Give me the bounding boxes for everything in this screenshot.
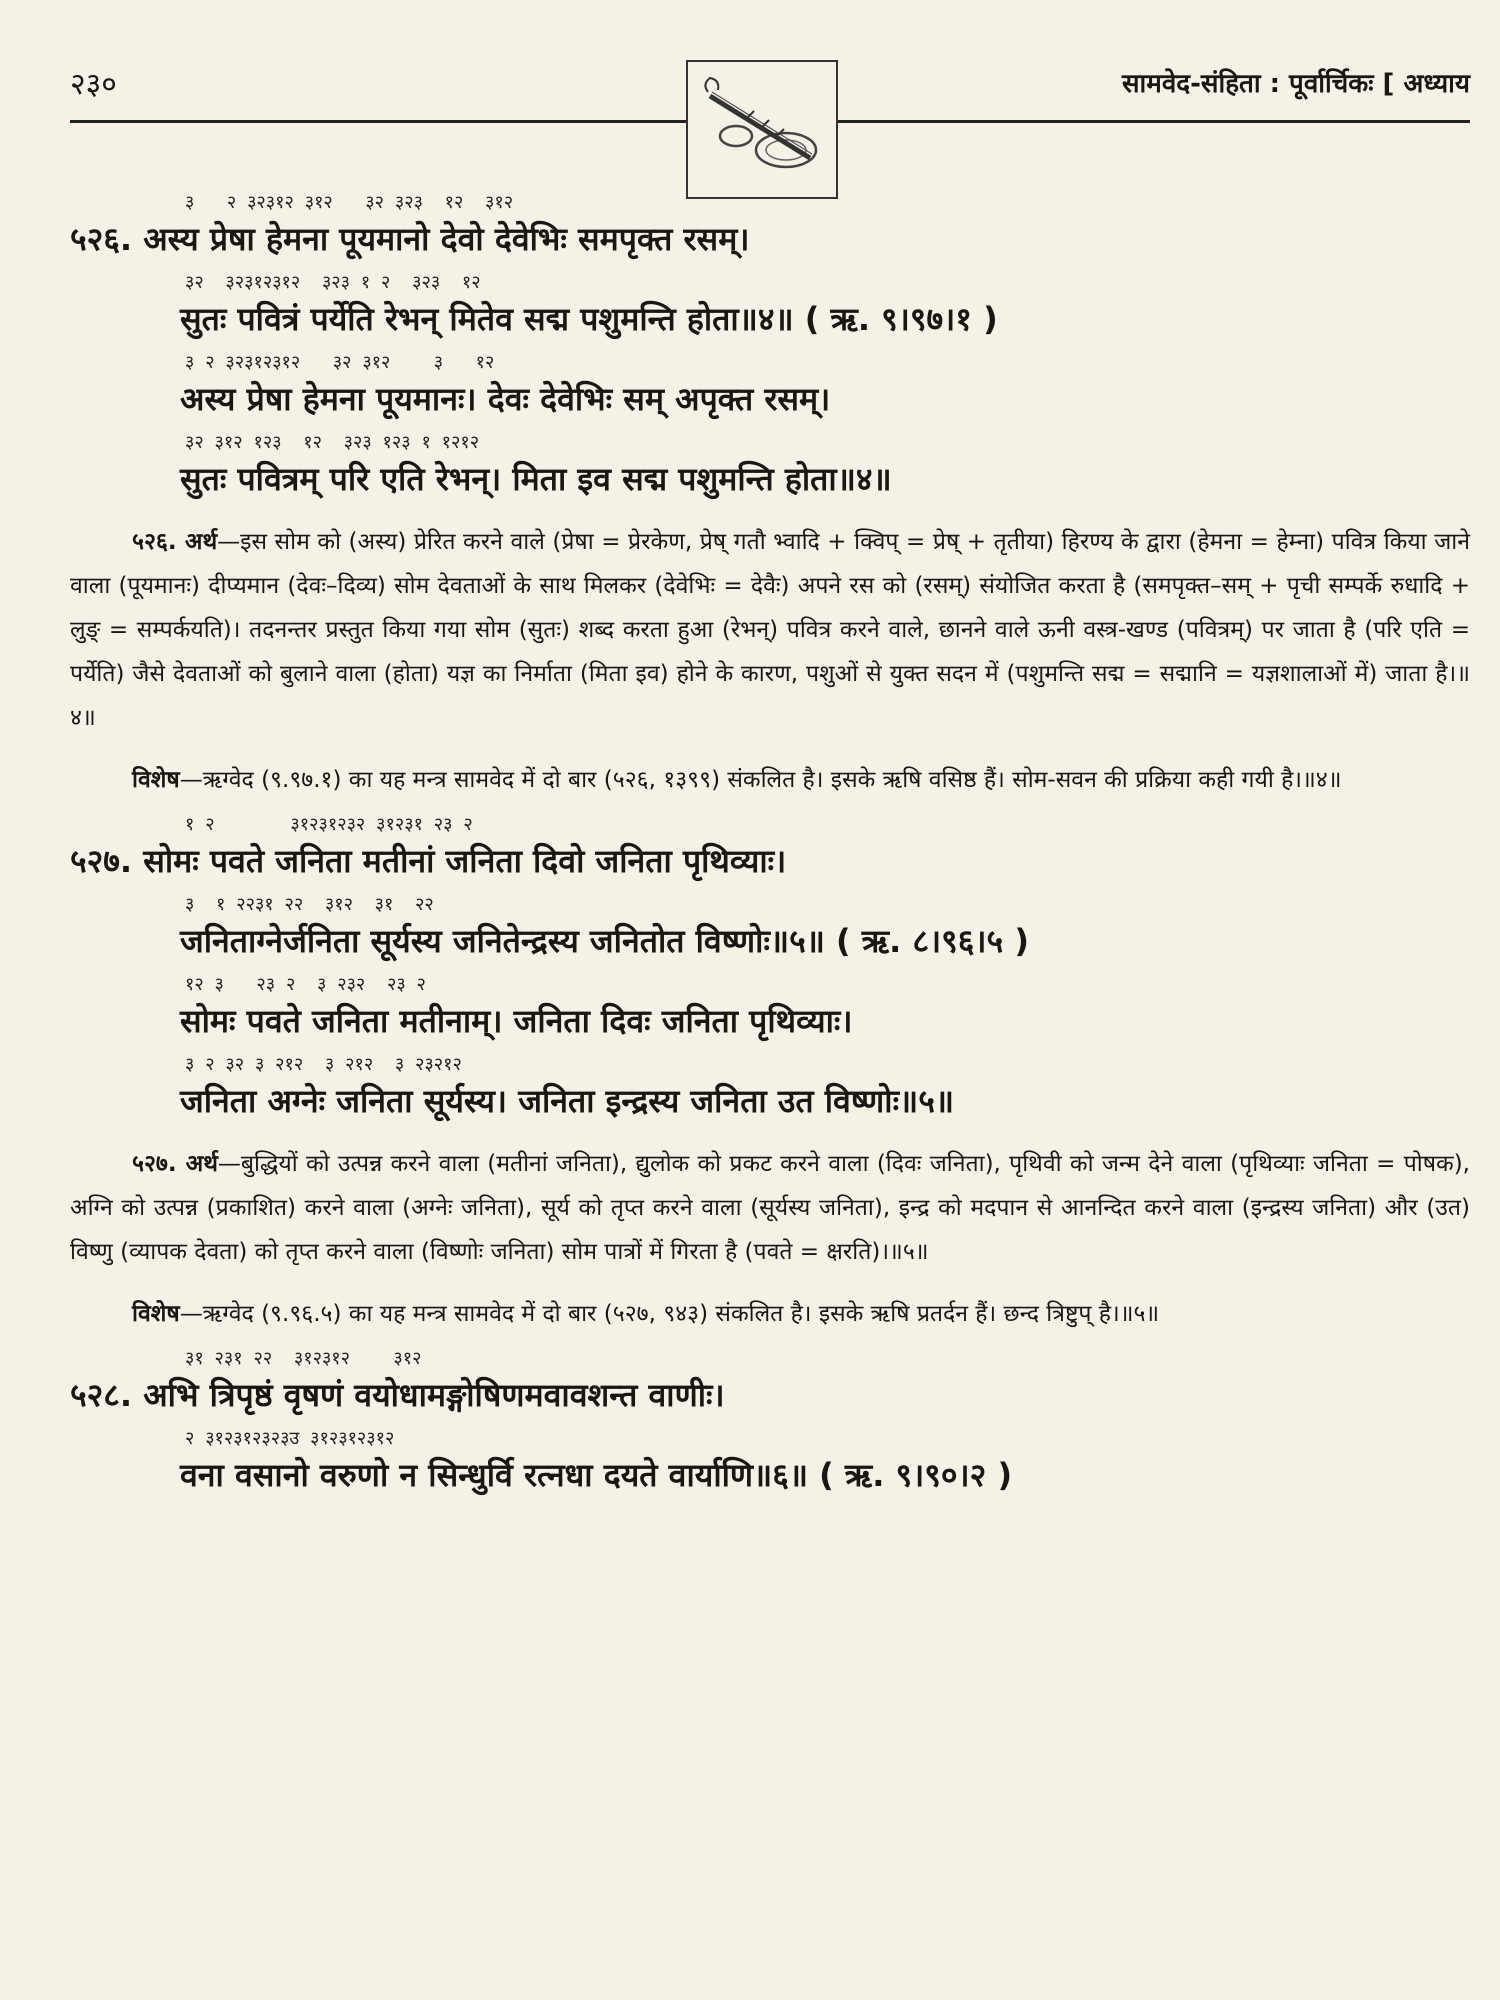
vishesh-527 [70,1292,1470,1336]
svara-marks: ३ १ २२३१ २२ ३१२ ३१ २२ [185,894,434,915]
artha-527 [70,1142,1470,1274]
svara-marks: ३ २ ३२३१२३१२ ३२ ३१२ ३ १२ [185,352,495,373]
mantra-526 [70,190,1470,502]
artha-label: ५२६. अर्थ [132,529,218,555]
mantra-line: ५२७. सोमः पवते जनिता मतीनां जनिता दिवो जनिता पृथिव्याः। [70,842,787,880]
vishesh-label: विशेष [132,1301,180,1327]
svara-marks: १२ ३ २३ २ ३ २३२ २३ २ [185,974,426,995]
svara-marks: २ ३१२३१२३२३उ ३१२३१२३१२ [185,1428,395,1449]
svara-marks: ३ २ ३२ ३ २१२ ३ २१२ ३ २३२१२ [185,1054,462,1075]
pada-patha-line: अस्य प्रेषा हेमना पूयमानः। देवः देवेभिः सम् अपृक्त रसम्। [180,380,831,418]
veena-emblem-icon [686,60,838,199]
svara-marks: ३ २ ३२३१२ ३१२ ३२ ३२३ १२ ३१२ [185,192,514,213]
vishesh-text: —ऋग्वेद (९.९७.१) का यह मन्त्र सामवेद में दो बार (५२६, १३९९) संकलित है। इसके ऋषि वसिष्ठ हैं। सोम-सवन की प्रक्रिया कही गयी है।॥४॥ [179,767,1342,793]
artha-label: ५२७. अर्थ [132,1151,218,1177]
artha-526 [70,520,1470,740]
vishesh-526 [70,758,1470,802]
mantra-line: ५२६. अस्य प्रेषा हेमना पूयमानो देवो देवेभिः समपृक्त रसम्। [70,220,750,258]
pada-patha-line: जनिता अग्नेः जनिता सूर्यस्य। जनिता इन्द्रस्य जनिता उत विष्णोः॥५॥ [180,1082,955,1120]
svara-marks: ३२ ३१२ १२३ १२ ३२३ १२३ १ १२१२ [185,432,480,453]
pada-patha-line: सोमः पवते जनिता मतीनाम्। जनिता दिवः जनिता पृथिव्याः। [180,1002,853,1040]
mantra-527 [70,812,1470,1124]
running-title: सामवेद-संहिता : पूर्वार्चिकः [ अध्याय [1121,69,1470,99]
mantra-line: वना वसानो वरुणो न सिन्धुर्वि रत्नधा दयते वार्याणि॥६॥ ( ऋ. ९।९०।२ ) [180,1456,1013,1494]
mantra-line: जनिताग्नेर्जनिता सूर्यस्य जनितेन्द्रस्य जनितोत विष्णोः॥५॥ ( ऋ. ८।९६।५ ) [180,922,1029,960]
mantra-528 [70,1346,1470,1498]
mantra-line: सुतः पवित्रं पर्येति रेभन् मितेव सद्म पशुमन्ति होता॥४॥ ( ऋ. ९।९७।१ ) [180,300,998,338]
svara-marks: ३२ ३२३१२३१२ ३२३ १ २ ३२३ १२ [185,272,481,293]
artha-text: —बुद्धियों को उत्पन्न करने वाला (मतीनां जनिता), द्युलोक को प्रकट करने वाला (दिवः जनिता), पृथिवी को जन्म देने वाला (पृथिव्याः जनिता = पोषक), अग्नि को उत्पन्न (प्रकाशित) करने वाला (अग्नेः जनिता), सूर्य को तृप्त करने वाला (सूर्यस्य जनिता), इन्द्र को मदपान से आनन्दित करने वाला (इन्द्रस्य जनिता) और (उत) विष्णु (व्यापक देवता) को तृप्त करने वाला (विष्णोः जनिता) सोम पात्रों में गिरता है (पवते = क्षरति)।॥५॥ [70,1151,1470,1265]
vishesh-label: विशेष [132,767,180,793]
vishesh-text: —ऋग्वेद (९.९६.५) का यह मन्त्र सामवेद में दो बार (५२७, ९४३) संकलित है। इसके ऋषि प्रतर्दन हैं। छन्द त्रिष्टुप् है।॥५॥ [179,1301,1160,1327]
pada-patha-line: सुतः पवित्रम् परि एति रेभन्। मिता इव सद्म पशुमन्ति होता॥४॥ [180,460,892,498]
page-header [70,30,1470,155]
svara-marks: ३१ २३१ २२ ३१२३१२ ३१२ [185,1348,422,1369]
page-content [70,190,1470,1506]
svara-marks: १ २ ३१२३१२३२ ३१२३१ २३ २ [185,814,473,835]
page-number: २३० [70,67,117,102]
mantra-line: ५२८. अभि त्रिपृष्ठं वृषणं वयोधामङ्गोषिणमवावशन्त वाणीः। [70,1376,725,1414]
artha-text: —इस सोम को (अस्य) प्रेरित करने वाले (प्रेषा = प्रेरकेण, प्रेष् गतौ भ्वादि + क्विप् = प्रेष् + तृतीया) हिरण्य के द्वारा (हेमना = हेम्ना) पवित्र किया जाने वाला (पूयमानः) दीप्यमान (देवः–दिव्य) सोम देवताओं के साथ मिलकर (देवेभिः = देवैः) अपने रस को (रसम्) संयोजित करता है (समपृक्त–सम् + पृची सम्पर्के रुधादि + लुङ् = सम्पर्कयति)। तदनन्तर प्रस्तुत किया गया सोम (सुतः) शब्द करता हुआ (रेभन्) पवित्र करने वाले, छानने वाले ऊनी वस्त्र-खण्ड (पवित्रम्) पर जाता है (परि एति = पर्येति) जैसे देवताओं को बुलाने वाला (होता) यज्ञ का निर्माता (मिता इव) होने के कारण, पशुओं से युक्त सदन में (पशुमन्ति सद्म = सद्मानि = यज्ञशालाओं में) जाता है।॥४॥ [70,529,1470,731]
